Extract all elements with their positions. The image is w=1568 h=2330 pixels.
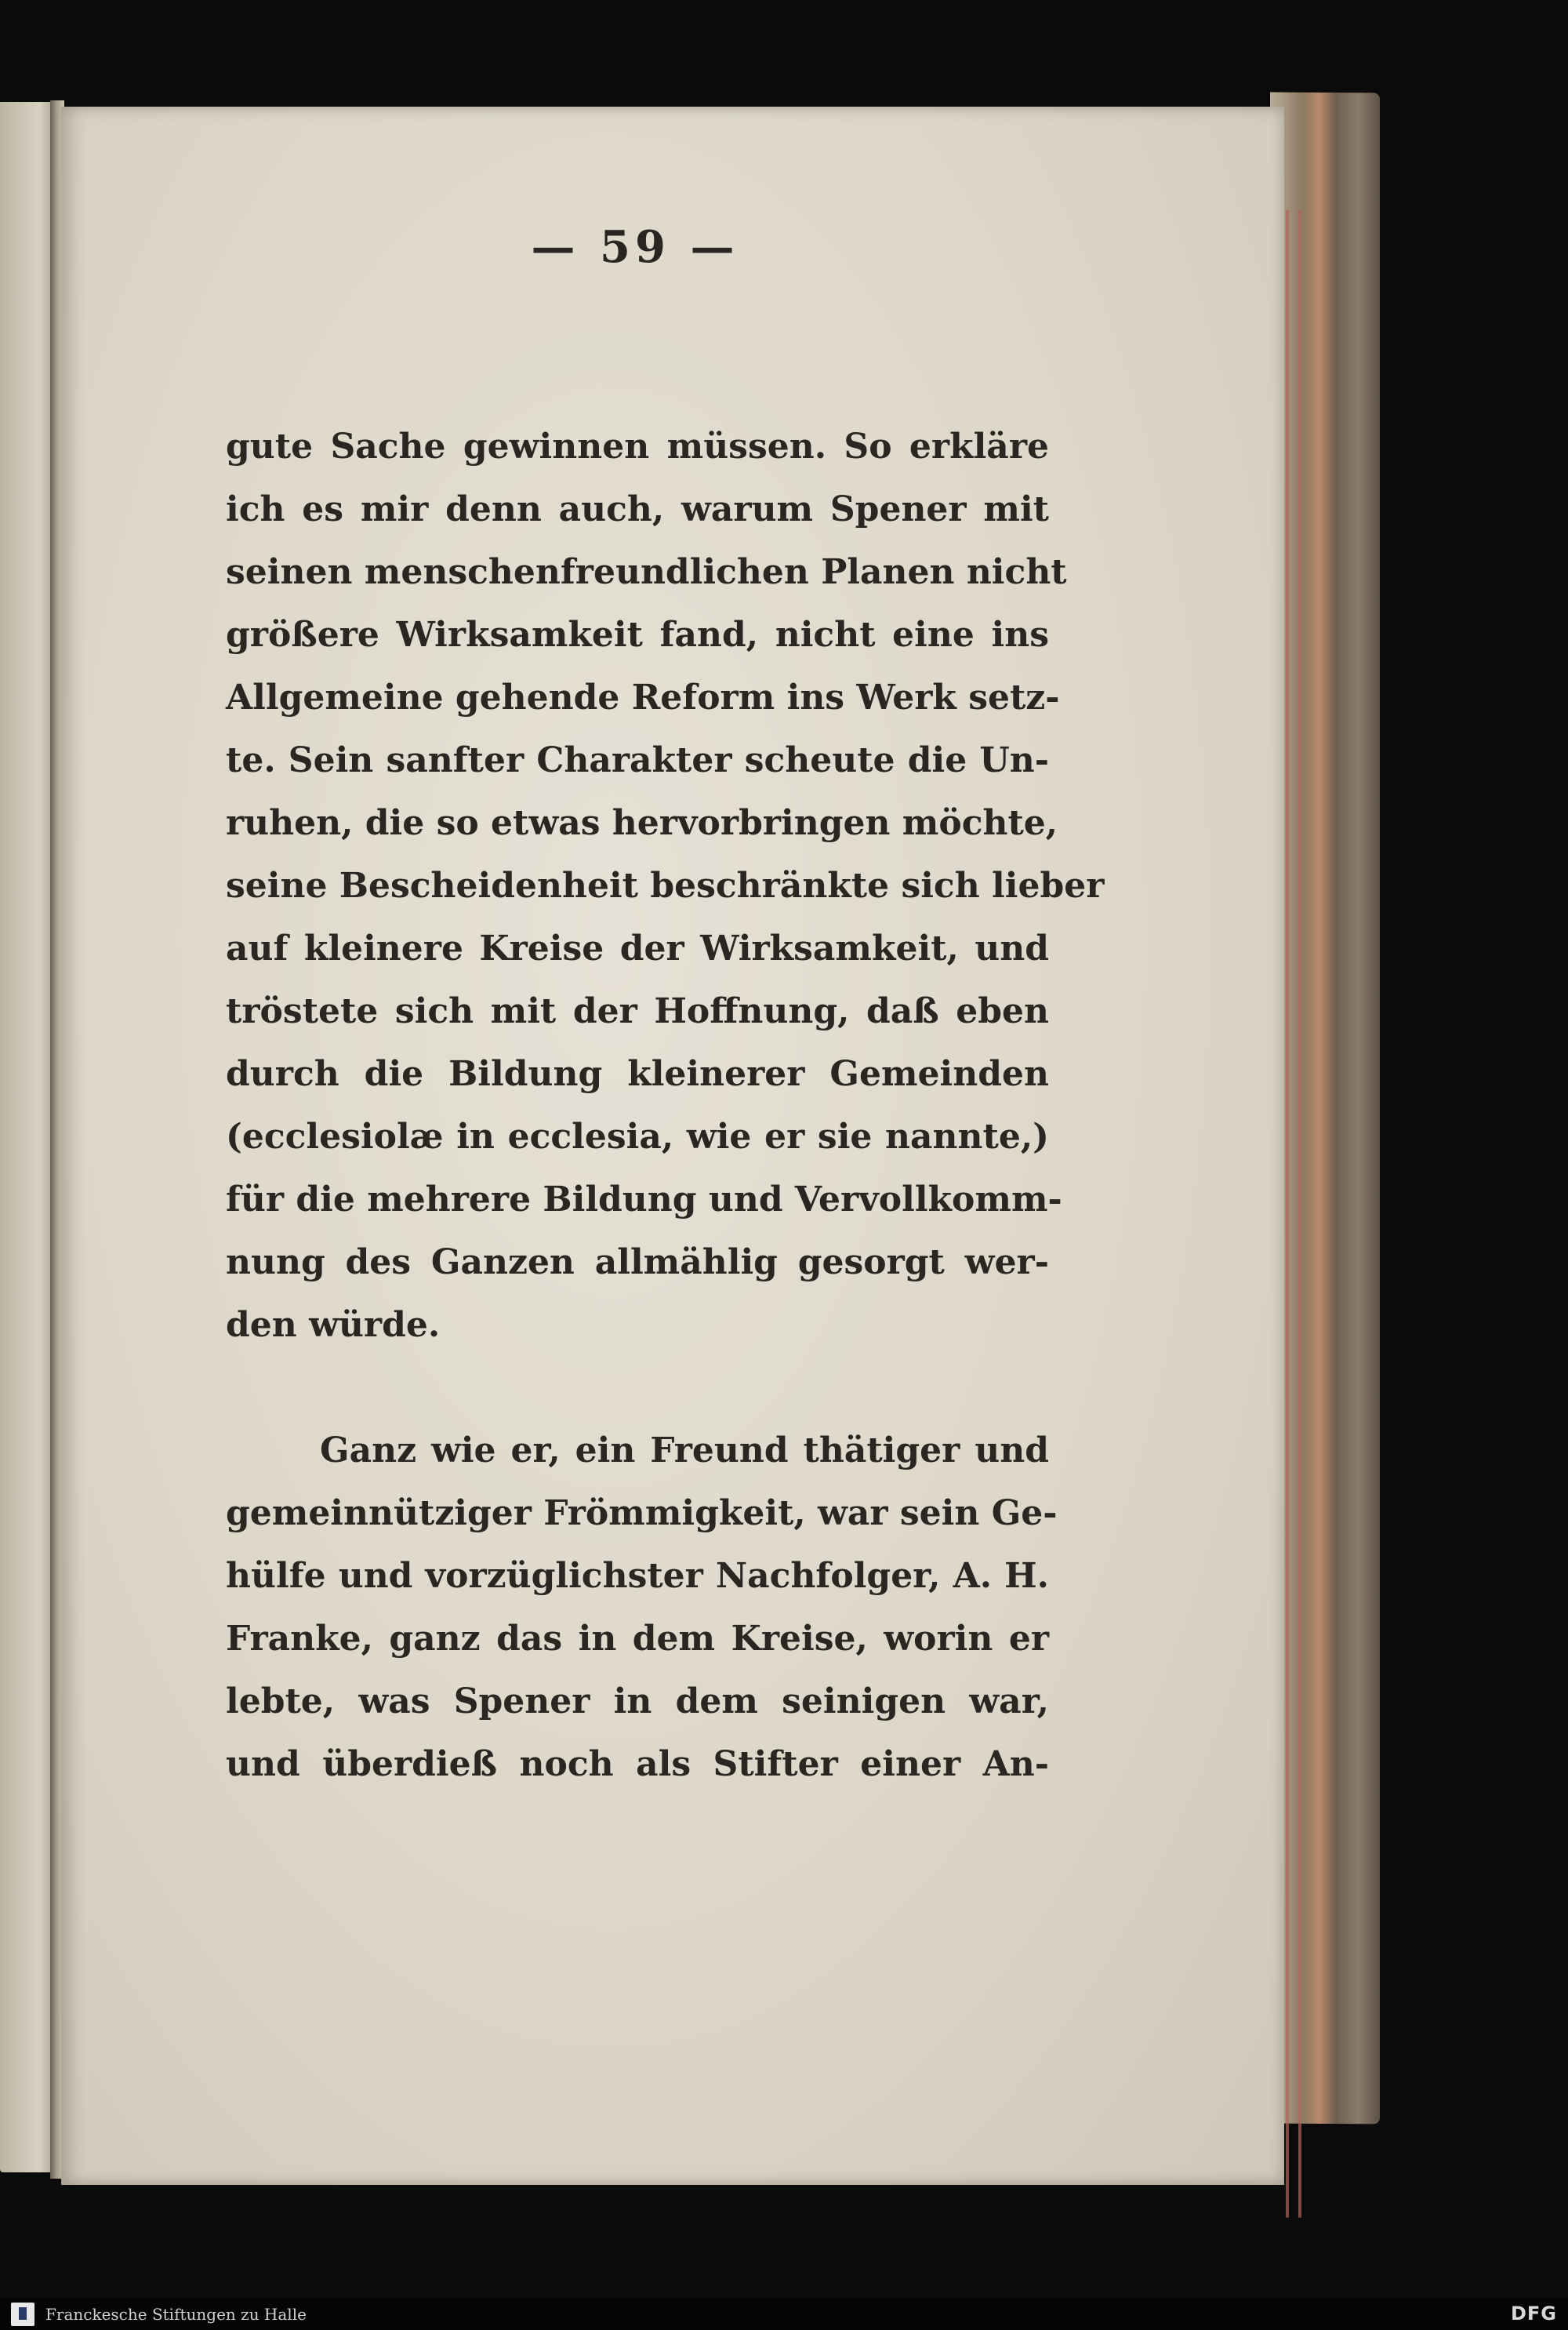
- text-line: gemeinnütziger Frömmigkeit, war sein Ge-: [226, 1493, 1058, 1533]
- text-line: und überdieß noch als Stifter einer An-: [226, 1744, 1049, 1784]
- text-line: durch die Bildung kleinerer Gemeinden: [226, 1054, 1049, 1094]
- text-line: Franke, ganz das in dem Kreise, worin er: [226, 1619, 1049, 1659]
- text-line: seine Bescheidenheit beschränkte sich lieber: [226, 866, 1105, 906]
- text-line: für die mehrere Bildung und Vervollkomm-: [226, 1180, 1062, 1220]
- text-line: Ganz wie er, ein Freund thätiger und: [320, 1430, 1049, 1470]
- left-page-edge: [0, 102, 56, 2172]
- text-line: (ecclesiolæ in ecclesia, wie er sie nannte,): [226, 1117, 1049, 1157]
- text-line: te. Sein sanfter Charakter scheute die Un-: [226, 740, 1049, 780]
- text-line: Allgemeine gehende Reform ins Werk setz-: [226, 678, 1060, 718]
- dfg-badge: DFG: [1510, 2303, 1557, 2325]
- footer-bar: [0, 2298, 1568, 2330]
- page-edges: [1270, 93, 1380, 2125]
- page-edge-line: [1298, 210, 1301, 2218]
- text-line: größere Wirksamkeit fand, nicht eine ins: [226, 615, 1049, 655]
- text-line: lebte, was Spener in dem seinigen war,: [226, 1681, 1049, 1721]
- body-text: [226, 416, 1105, 1796]
- paragraph-gap: [226, 1357, 1049, 1419]
- text-line: tröstete sich mit der Hoffnung, daß eben: [226, 991, 1049, 1031]
- text-line: gute Sache gewinnen müssen. So erkläre: [226, 427, 1049, 467]
- institution-logo-icon: [11, 2303, 34, 2326]
- text-line: auf kleinere Kreise der Wirksamkeit, und: [226, 929, 1049, 969]
- text-line: seinen menschenfreundlichen Planen nicht: [226, 552, 1067, 592]
- text-line: ruhen, die so etwas hervorbringen möchte,: [226, 803, 1058, 843]
- page-number: — 59 —: [531, 221, 739, 273]
- text-line: nung des Ganzen allmählig gesorgt wer-: [226, 1242, 1049, 1282]
- page-edge-line: [1286, 210, 1289, 2218]
- institution-name: Franckesche Stiftungen zu Halle: [45, 2305, 307, 2324]
- text-line: hülfe und vorzüglichster Nachfolger, A. H.: [226, 1556, 1049, 1596]
- text-line: den würde.: [226, 1305, 441, 1345]
- text-line: ich es mir denn auch, warum Spener mit: [226, 489, 1049, 529]
